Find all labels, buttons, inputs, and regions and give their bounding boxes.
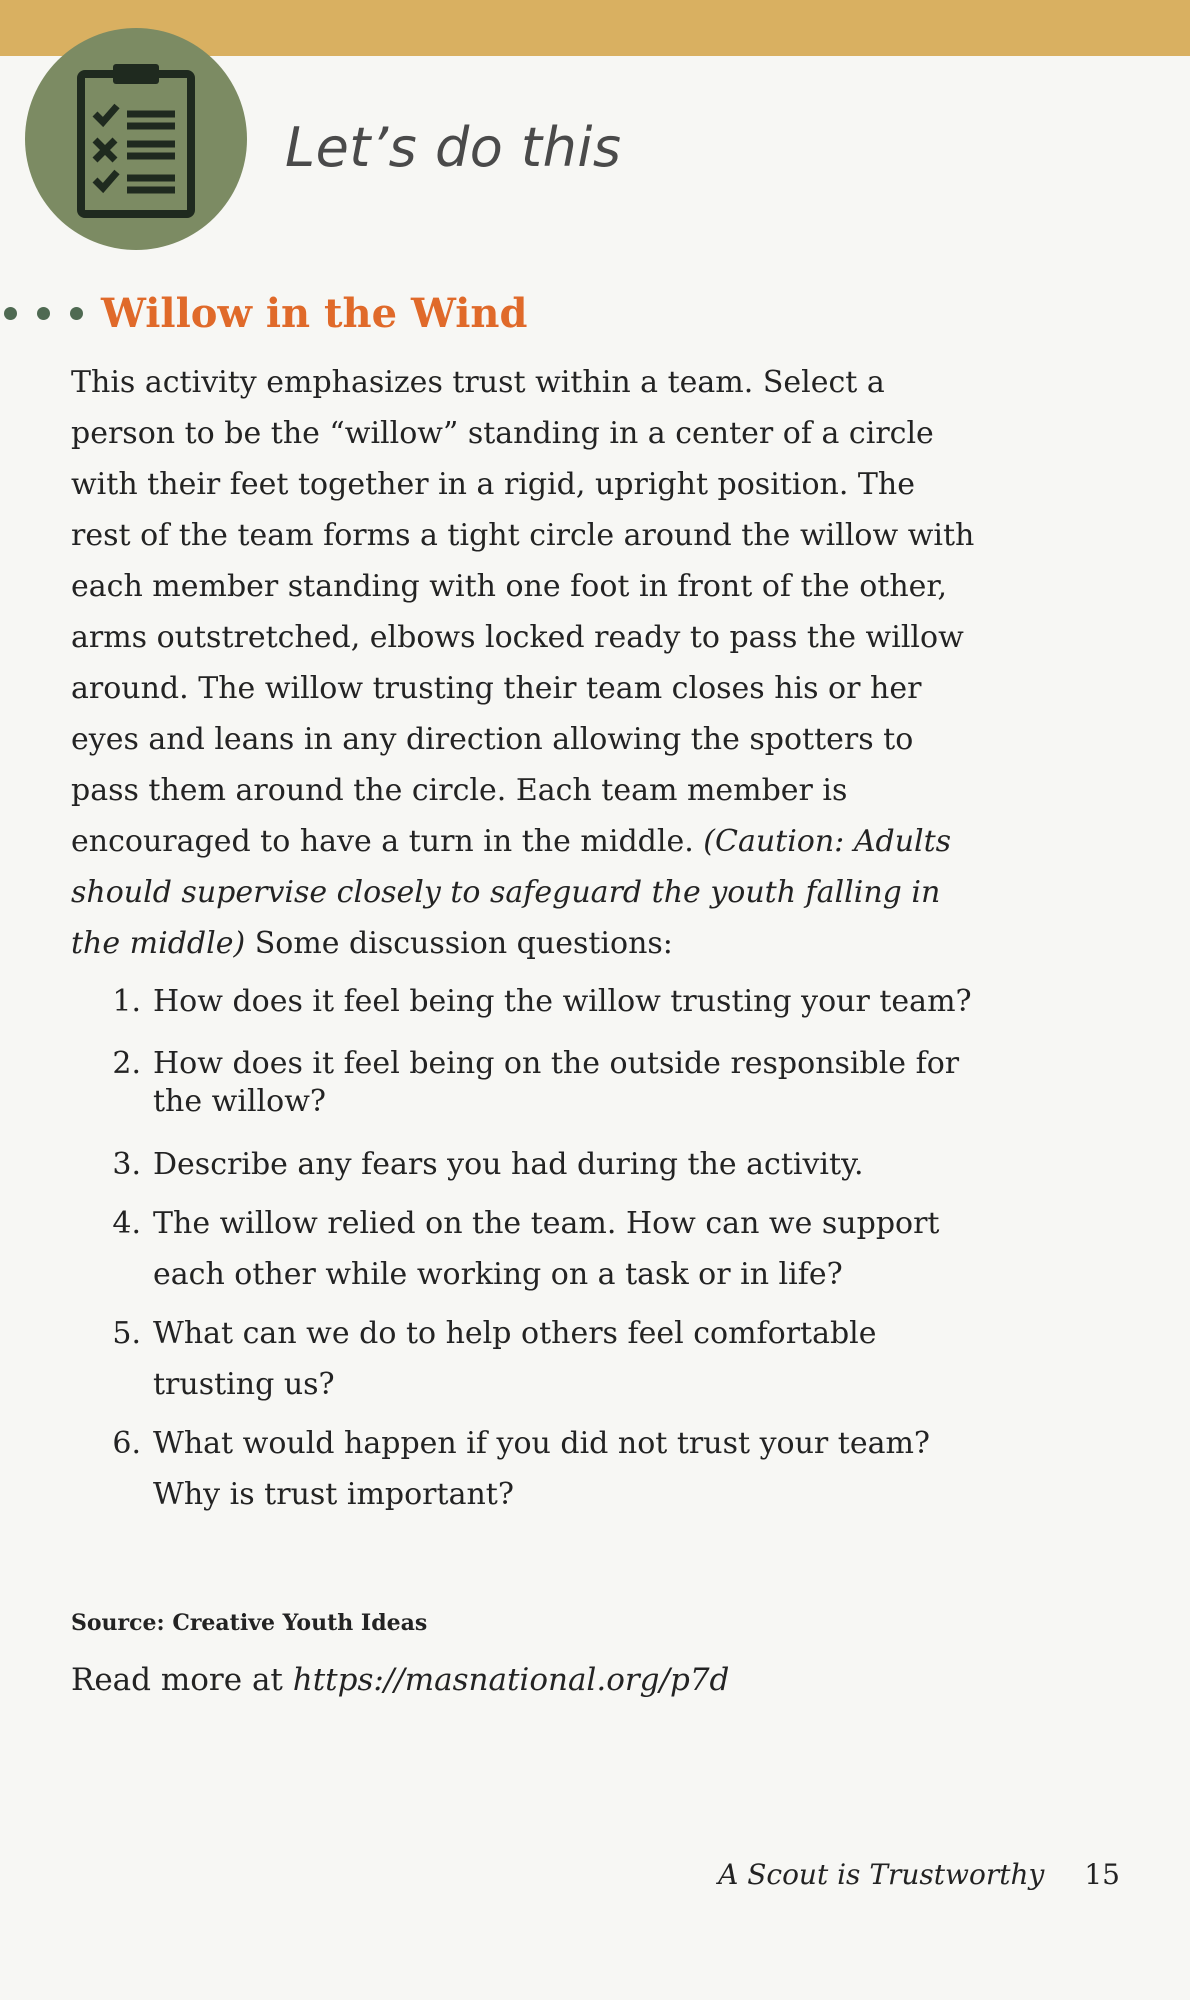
question-text: How does it feel being the willow trusting your team?: [153, 984, 972, 1019]
activity-body: [71, 357, 976, 1528]
question-text: How does it feel being on the outside responsible for the willow?: [153, 1046, 960, 1119]
read-more-link[interactable]: https://masnational.org/p7d: [292, 1662, 730, 1698]
section-title: Let’s do this: [285, 116, 622, 179]
discussion-questions: [71, 977, 976, 1520]
question-number: 2.: [112, 1046, 141, 1081]
lead-in-text: Some discussion questions:: [245, 926, 673, 961]
clipboard-checklist-icon: [25, 28, 247, 250]
question-number: 3.: [112, 1147, 141, 1182]
read-more-prefix: Read more at: [71, 1662, 293, 1698]
activity-heading: [0, 283, 527, 343]
question-text: What can we do to help others feel comfortable trusting us?: [153, 1316, 877, 1402]
list-item: [71, 977, 976, 1031]
list-item: [71, 1139, 976, 1190]
question-number: 5.: [112, 1316, 141, 1351]
activity-title: Willow in the Wind: [101, 289, 528, 337]
read-more: [71, 1662, 729, 1698]
question-text: Describe any fears you had during the activity.: [153, 1147, 864, 1182]
question-number: 4.: [112, 1206, 141, 1241]
question-number: 1.: [112, 984, 141, 1019]
question-text: What would happen if you did not trust your team? Why is trust important?: [153, 1426, 931, 1512]
source-credit: Source: Creative Youth Ideas: [71, 1610, 428, 1636]
list-item: [71, 1308, 976, 1410]
page-number: 15: [1084, 1858, 1120, 1891]
list-item: [71, 1039, 976, 1131]
decorative-dots: [0, 307, 83, 320]
question-text: The willow relied on the team. How can we support each other while working on a task or in life?: [153, 1206, 940, 1292]
page-footer: [718, 1858, 1120, 1891]
activity-description: [71, 357, 976, 969]
question-number: 6.: [112, 1426, 141, 1461]
intro-text: This activity emphasizes trust within a team. Select a person to be the “willow” standing in a center of a circle with their feet together in a rigid, upright position. The rest of the team forms a tight circle around the willow with each member standing with one foot in front of the other, arms outstretched, elbows locked ready to pass the willow around. The willow trusting their team closes his or her eyes and leans in any direction allowing the spotters to pass them around the circle. Each team member is encouraged to have a turn in the middle.: [71, 365, 975, 859]
list-item: [71, 1198, 976, 1300]
caution-text: (Caution: Adults should supervise closely to safeguard the youth falling in the middle): [71, 824, 952, 961]
dot-icon: [4, 307, 17, 320]
series-title: A Scout is Trustworthy: [718, 1858, 1045, 1891]
dot-icon: [37, 307, 50, 320]
dot-icon: [70, 307, 83, 320]
list-item: [71, 1418, 976, 1520]
